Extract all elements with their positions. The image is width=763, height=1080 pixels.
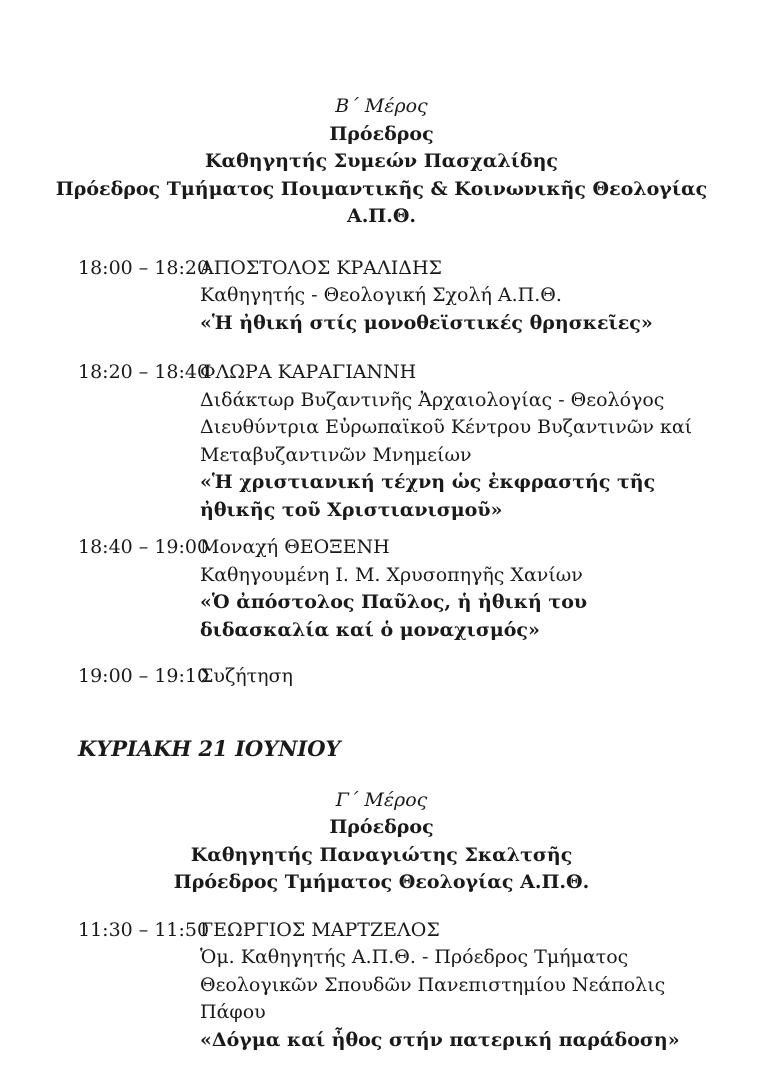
part-c-label: Γ΄ Μέρος (335, 788, 428, 811)
part-c-header (34, 787, 729, 897)
session-row (78, 663, 733, 691)
session-row (78, 917, 733, 1055)
session-time: 18:40 – 19:00 (78, 536, 210, 558)
session-row (78, 359, 733, 524)
paper-title: «Δόγμα καί ἦθος στήν πατερική παράδοση» (200, 1028, 680, 1051)
speaker-name: ΓΕΩΡΓΙΟΣ ΜΑΡΤΖΕΛΟΣ (200, 918, 440, 941)
speaker-affiliation: Διδάκτωρ Βυζαντινῆς Ἀρχαιολογίας - Θεολόγος (200, 388, 665, 411)
part-c-chair-role: Πρόεδρος Τμήματος Θεολογίας Α.Π.Θ. (173, 871, 590, 893)
part-b-label: Β΄ Μέρος (335, 95, 428, 117)
speaker-affiliation: Διευθύντρια Εὐρωπαϊκοῦ Κέντρου Βυζαντινῶν καί (200, 416, 693, 438)
speaker-affiliation: Καθηγουμένη Ι. Μ. Χρυσοπηγῆς Χανίων (200, 563, 583, 586)
speaker-affiliation: Ὁμ. Καθηγητής Α.Π.Θ. - Πρόεδρος Τμήματος (200, 946, 629, 968)
session-time: 18:00 – 18:20 (78, 256, 210, 279)
session-row (78, 534, 733, 644)
speaker-affiliation: Καθηγητής - Θεολογική Σχολή Α.Π.Θ. (200, 284, 562, 306)
part-b-chair-heading: Πρόεδρος (329, 122, 434, 145)
session-body (200, 255, 700, 338)
session-row (78, 255, 733, 338)
part-b-chair-name: Καθηγητής Συμεών Πασχαλίδης (205, 150, 558, 172)
session-time: 11:30 – 11:50 (78, 918, 210, 941)
paper-title: «Ἡ ἠθική στίς μονοθεϊστικές θρησκεῖες» (200, 311, 653, 334)
part-c-chair-heading: Πρόεδρος (329, 816, 434, 838)
session-body (200, 359, 700, 524)
speaker-name: ΑΠΟΣΤΟΛΟΣ ΚΡΑΛΙΔΗΣ (200, 256, 442, 279)
paper-title: «Ὁ ἀπόστολος Παῦλος, ἡ ἠθική του διδασκαλία καί ὁ μοναχισμός» (200, 591, 588, 641)
session-time: 19:00 – 19:10 (78, 665, 210, 687)
session-time: 18:20 – 18:40 (78, 361, 210, 383)
part-b-chair-role: Πρόεδρος Τμήματος Ποιμαντικῆς & Κοινωνικῆς Θεολογίας Α.Π.Θ. (55, 177, 708, 227)
session-body (200, 917, 700, 1055)
speaker-affiliation: Μεταβυζαντινῶν Μνημείων (200, 443, 472, 466)
day-heading: ΚΥΡΙΑΚΗ 21 ΙΟΥΝΙΟΥ (78, 735, 341, 761)
speaker-name: Μοναχή ΘΕΟΞΕΝΗ (200, 536, 390, 558)
speaker-affiliation: Θεολογικῶν Σπουδῶν Πανεπιστημίου Νεάπολις Πάφου (200, 973, 666, 1023)
speaker-name: ΦΛΩΡΑ ΚΑΡΑΓΙΑΝΝΗ (200, 361, 417, 383)
paper-title: «Ἡ χριστιανική τέχνη ὡς ἐκφραστής τῆς ἠθικῆς τοῦ Χριστιανισμοῦ» (200, 471, 656, 521)
part-b-header (34, 93, 729, 231)
session-body (200, 534, 700, 644)
discussion-label: Συζήτηση (200, 665, 293, 687)
part-c-chair-name: Καθηγητής Παναγιώτης Σκαλτσῆς (190, 843, 573, 866)
session-body (200, 663, 700, 691)
